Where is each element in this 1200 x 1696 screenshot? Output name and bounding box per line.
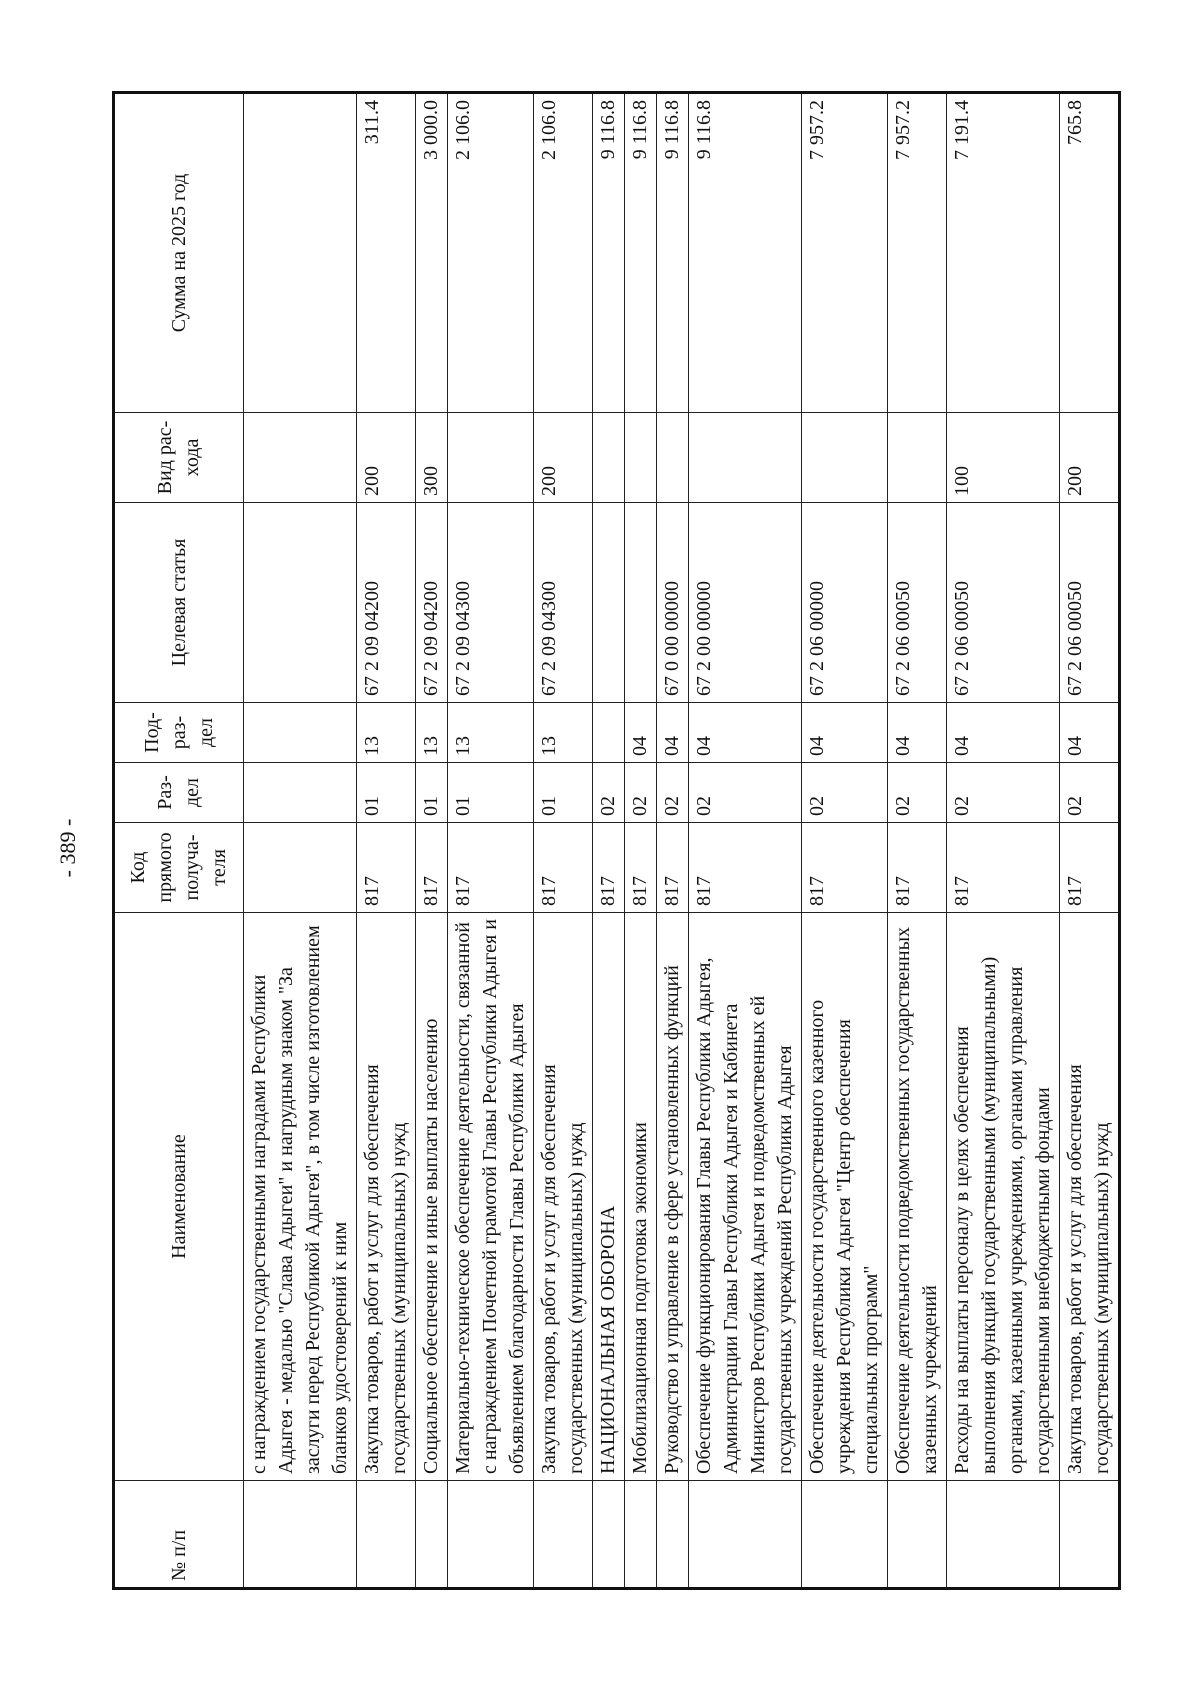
cell-name: Закупка товаров, работ и услуг для обеспечения государственных (муниципальных) нужд (357, 913, 416, 1481)
cell-num (1060, 1481, 1120, 1589)
header-code: Код прямого получа- теля (114, 823, 244, 913)
cell-code: 817 (593, 823, 625, 913)
cell-target: 67 2 06 00050 (1060, 503, 1120, 703)
cell-name: Обеспечение деятельности подведомственных государственных казенных учреждений (888, 913, 947, 1481)
cell-target: 67 2 09 04300 (534, 503, 593, 703)
cell-num (625, 1481, 657, 1589)
cell-section (244, 763, 357, 823)
cell-expense (689, 413, 802, 503)
cell-num (534, 1481, 593, 1589)
cell-name: Обеспечение деятельности государственного казенного учреждения Республики Адыгея "Центр обеспечения специальных программ" (802, 913, 888, 1481)
cell-amount: 2 106.0 (448, 93, 534, 413)
cell-name: с награждением государственными наградами Республики Адыгея - медалью "Слава Адыгеи" и нагрудным знаком "За заслуги перед Республикой Адыгея", в том числе изготовлением бланков удостоверений к ним (244, 913, 357, 1481)
cell-num (357, 1481, 416, 1589)
table-row (689, 93, 802, 1589)
cell-name: Расходы на выплаты персоналу в целях обеспечения выполнения функций государственными (муниципальными) органами, казенными учреждениями, органами управления государственными внебюджетными фондами (947, 913, 1060, 1481)
cell-amount: 765.8 (1060, 93, 1120, 413)
cell-target: 67 2 09 04200 (357, 503, 416, 703)
cell-code: 817 (1060, 823, 1120, 913)
cell-expense (888, 413, 947, 503)
cell-target: 67 2 09 04300 (448, 503, 534, 703)
cell-subsection: 04 (1060, 703, 1120, 763)
cell-expense: 200 (534, 413, 593, 503)
cell-amount: 7 191.4 (947, 93, 1060, 413)
cell-subsection: 04 (657, 703, 689, 763)
header-amount: Сумма на 2025 год (114, 93, 244, 413)
cell-num (448, 1481, 534, 1589)
cell-name: Закупка товаров, работ и услуг для обеспечения государственных (муниципальных) нужд (1060, 913, 1120, 1481)
cell-num (416, 1481, 448, 1589)
cell-amount: 9 116.8 (625, 93, 657, 413)
cell-section: 02 (1060, 763, 1120, 823)
cell-code: 817 (625, 823, 657, 913)
cell-code: 817 (657, 823, 689, 913)
table-row (1060, 93, 1120, 1589)
header-target: Целевая статья (114, 503, 244, 703)
cell-expense: 200 (357, 413, 416, 503)
cell-section: 02 (625, 763, 657, 823)
cell-num (802, 1481, 888, 1589)
cell-expense: 300 (416, 413, 448, 503)
cell-amount: 9 116.8 (657, 93, 689, 413)
table-row (802, 93, 888, 1589)
cell-expense (448, 413, 534, 503)
cell-target: 67 0 00 00000 (657, 503, 689, 703)
cell-num (657, 1481, 689, 1589)
cell-expense (625, 413, 657, 503)
cell-amount: 311.4 (357, 93, 416, 413)
table-row (448, 93, 534, 1589)
cell-code (244, 823, 357, 913)
cell-target (244, 503, 357, 703)
cell-code: 817 (448, 823, 534, 913)
cell-code: 817 (947, 823, 1060, 913)
cell-code: 817 (802, 823, 888, 913)
table-row (657, 93, 689, 1589)
table-header-row (114, 93, 244, 1589)
cell-num (593, 1481, 625, 1589)
table-row (416, 93, 448, 1589)
cell-num (689, 1481, 802, 1589)
cell-amount: 9 116.8 (593, 93, 625, 413)
header-expense: Вид рас- хода (114, 413, 244, 503)
cell-section: 01 (357, 763, 416, 823)
cell-target: 67 2 06 00000 (802, 503, 888, 703)
cell-section: 02 (657, 763, 689, 823)
cell-subsection: 04 (625, 703, 657, 763)
cell-code: 817 (416, 823, 448, 913)
cell-amount (244, 93, 357, 413)
cell-name: НАЦИОНАЛЬНАЯ ОБОРОНА (593, 913, 625, 1481)
header-num: № п/п (114, 1481, 244, 1589)
cell-subsection: 13 (534, 703, 593, 763)
cell-num (244, 1481, 357, 1589)
cell-num (947, 1481, 1060, 1589)
cell-section: 02 (593, 763, 625, 823)
table-row (534, 93, 593, 1589)
table-row (888, 93, 947, 1589)
cell-code: 817 (357, 823, 416, 913)
cell-num (888, 1481, 947, 1589)
table-row (593, 93, 625, 1589)
cell-subsection: 13 (448, 703, 534, 763)
cell-expense (802, 413, 888, 503)
cell-name: Социальное обеспечение и иные выплаты населению (416, 913, 448, 1481)
cell-subsection: 13 (357, 703, 416, 763)
cell-name: Мобилизационная подготовка экономики (625, 913, 657, 1481)
table-row (625, 93, 657, 1589)
cell-amount: 9 116.8 (689, 93, 802, 413)
budget-table (112, 91, 1121, 1590)
cell-target: 67 2 00 00000 (689, 503, 802, 703)
cell-target: 67 2 06 00050 (888, 503, 947, 703)
cell-expense: 200 (1060, 413, 1120, 503)
rotated-page-content (112, 94, 1113, 1590)
cell-name: Обеспечение функционирования Главы Республики Адыгея, Администрации Главы Республики Адыгея и Кабинета Министров Республики Адыгея и подведомственных ей государственных учреждений Республики Адыгея (689, 913, 802, 1481)
cell-expense (657, 413, 689, 503)
table-row (244, 93, 357, 1589)
cell-subsection: 04 (802, 703, 888, 763)
table-row (357, 93, 416, 1589)
cell-section: 01 (416, 763, 448, 823)
cell-subsection: 04 (689, 703, 802, 763)
table-row (947, 93, 1060, 1589)
cell-name: Закупка товаров, работ и услуг для обеспечения государственных (муниципальных) нужд (534, 913, 593, 1481)
cell-section: 01 (448, 763, 534, 823)
cell-subsection (593, 703, 625, 763)
cell-amount: 7 957.2 (888, 93, 947, 413)
cell-expense (593, 413, 625, 503)
cell-section: 01 (534, 763, 593, 823)
cell-target (625, 503, 657, 703)
header-subsection: Под- раз- дел (114, 703, 244, 763)
cell-section: 02 (888, 763, 947, 823)
header-name: Наименование (114, 913, 244, 1481)
cell-code: 817 (534, 823, 593, 913)
cell-subsection (244, 703, 357, 763)
cell-name: Материально-техническое обеспечение деятельности, связанной с награждением Почетной грамотой Главы Республики Адыгея и объявлением благодарности Главы Республики Адыгея (448, 913, 534, 1481)
header-section: Раз- дел (114, 763, 244, 823)
cell-amount: 7 957.2 (802, 93, 888, 413)
cell-subsection: 13 (416, 703, 448, 763)
cell-target (593, 503, 625, 703)
page-number: - 389 - (55, 818, 80, 878)
cell-subsection: 04 (888, 703, 947, 763)
cell-section: 02 (802, 763, 888, 823)
cell-section: 02 (947, 763, 1060, 823)
cell-code: 817 (689, 823, 802, 913)
cell-code: 817 (888, 823, 947, 913)
cell-expense (244, 413, 357, 503)
cell-amount: 2 106.0 (534, 93, 593, 413)
cell-name: Руководство и управление в сфере установленных функций (657, 913, 689, 1481)
cell-target: 67 2 09 04200 (416, 503, 448, 703)
cell-subsection: 04 (947, 703, 1060, 763)
cell-target: 67 2 06 00050 (947, 503, 1060, 703)
cell-expense: 100 (947, 413, 1060, 503)
cell-amount: 3 000.0 (416, 93, 448, 413)
cell-section: 02 (689, 763, 802, 823)
